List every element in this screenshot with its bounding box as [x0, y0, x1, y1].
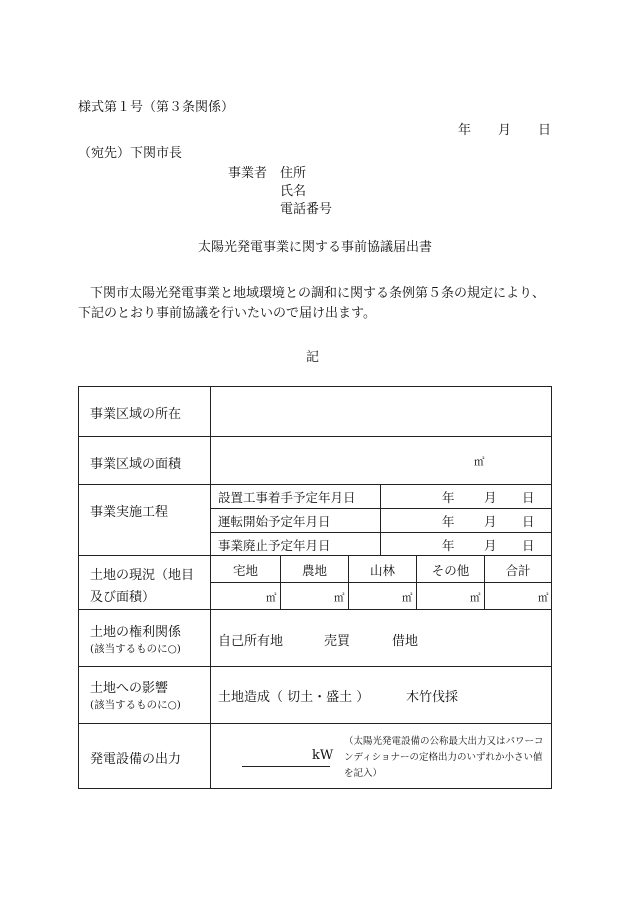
schedule-operation-label: 運転開始予定年月日 [218, 514, 331, 529]
document-title: 太陽光発電事業に関する事前協議届出書 [198, 240, 433, 255]
land-unit-forest: ㎡ [402, 592, 413, 604]
impact-label: 土地への影響 [90, 681, 169, 696]
schedule-label: 事業実施工程 [90, 505, 169, 520]
body-line-2: 下記のとおり事前協議を行いたいので届け出ます。 [78, 306, 376, 321]
form-number: 様式第１号（第３条関係） [78, 100, 235, 115]
schedule-start-label: 設置工事着手予定年月日 [218, 490, 356, 505]
area-field[interactable] [212, 438, 550, 483]
schedule-closure-year: 年 [442, 538, 455, 553]
impact-option-grading[interactable]: 土地造成（ 切土・盛土 ） [218, 690, 370, 705]
output-note: （太陽光発電設備の公称最大出力又はパワーコンディショナーの定格出力のいずれか小さい値を記入） [344, 736, 544, 779]
rights-option-lease[interactable]: 借地 [392, 634, 419, 649]
output-input-line [242, 766, 330, 767]
land-type-farmland: 農地 [301, 563, 327, 578]
area-unit: ㎡ [474, 456, 485, 468]
rights-option-own[interactable]: 自己所有地 [218, 634, 284, 649]
land-unit-farmland: ㎡ [334, 592, 345, 604]
applicant-label: 事業者 [228, 166, 268, 181]
impact-sub-label: (該当するものに○) [90, 699, 181, 711]
rights-label: 土地の権利関係 [90, 625, 182, 640]
land-status-label-line-2: 及び面積） [90, 590, 156, 605]
output-label: 発電設備の出力 [90, 752, 182, 767]
schedule-operation-month: 月 [484, 514, 497, 529]
address-label: 住所 [280, 166, 307, 181]
schedule-start-month: 月 [484, 490, 497, 505]
land-unit-total: ㎡ [538, 592, 549, 604]
land-type-other: その他 [431, 563, 470, 578]
addressee: （宛先）下関市長 [78, 146, 183, 161]
schedule-operation-year: 年 [442, 514, 455, 529]
schedule-closure-day: 日 [522, 538, 535, 553]
name-label: 氏名 [280, 184, 307, 199]
output-input[interactable] [242, 745, 312, 765]
date-month-label: 月 [498, 123, 512, 138]
ki-heading: 記 [306, 350, 320, 365]
schedule-closure-label: 事業廃止予定年月日 [218, 538, 331, 553]
land-type-total: 合計 [505, 563, 531, 578]
land-unit-other: ㎡ [470, 592, 481, 604]
schedule-closure-month: 月 [484, 538, 497, 553]
land-type-residential: 宅地 [232, 563, 258, 578]
location-field[interactable] [212, 388, 550, 435]
location-label: 事業区域の所在 [90, 407, 182, 422]
land-unit-residential: ㎡ [266, 592, 277, 604]
schedule-operation-day: 日 [522, 514, 535, 529]
date-day-label: 日 [538, 123, 552, 138]
rights-sub-label: (該当するものに○) [90, 643, 181, 655]
phone-label: 電話番号 [280, 202, 333, 217]
output-unit: kW [312, 748, 334, 763]
schedule-start-year: 年 [442, 490, 455, 505]
land-status-label-line-1: 土地の現況（地目 [90, 568, 195, 583]
rights-option-purchase[interactable]: 売買 [324, 634, 351, 649]
impact-option-tree-cutting[interactable]: 木竹伐採 [406, 690, 459, 705]
schedule-start-day: 日 [522, 490, 535, 505]
area-label: 事業区域の面積 [90, 457, 182, 472]
body-line-1: 下関市太陽光発電事業と地域環境との調和に関する条例第５条の規定により、 [90, 286, 546, 301]
date-year-label: 年 [458, 123, 472, 138]
land-type-forest: 山林 [369, 563, 395, 578]
